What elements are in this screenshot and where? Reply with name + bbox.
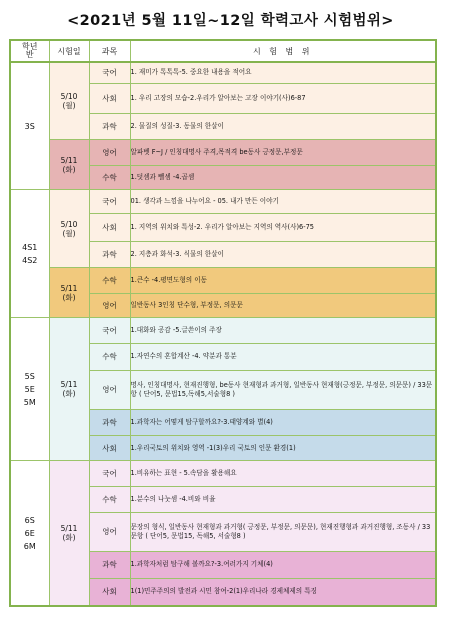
header-date: 시험일	[49, 40, 89, 62]
grade-cell: 3S	[10, 62, 49, 190]
table-row	[10, 461, 436, 487]
subject-cell: 과학	[89, 551, 130, 578]
range-cell: 1.대화와 공감 -5.글쓴이의 주장	[130, 318, 436, 344]
range-cell: 1.큰수 -4.평면도형의 이동	[130, 268, 436, 294]
table-row	[10, 140, 436, 166]
header-range: 시 험 범 위	[130, 40, 436, 62]
exam-range-table	[9, 39, 437, 607]
range-cell: 1.과학자는 어떻게 탐구할까요?-3.태양계와 별(4)	[130, 410, 436, 436]
subject-cell: 영어	[89, 293, 130, 318]
subject-cell: 국어	[89, 461, 130, 487]
grade-cell: 6S 6E 6M	[10, 461, 49, 606]
range-cell: 1.과학자처럼 탐구해 볼까요?-3.여러가지 기체(4)	[130, 551, 436, 578]
subject-cell: 과학	[89, 410, 130, 436]
date-cell: 5/11 (화)	[49, 268, 89, 318]
grade-cell: 4S1 4S2	[10, 190, 49, 318]
subject-cell: 영어	[89, 140, 130, 166]
date-cell: 5/11 (화)	[49, 140, 89, 190]
grade-cell: 5S 5E 5M	[10, 318, 49, 461]
subject-cell: 사회	[89, 435, 130, 461]
header-row	[10, 40, 436, 62]
range-cell: 문장의 형식, 일반동사 현재형과 과거형( 긍정문, 부정문, 의문문), 현재진행형과 과거진행형, 조동사 / 33문항 ( 단어5, 문법15, 독해5, 서술형8 )	[130, 512, 436, 551]
subject-cell: 과학	[89, 113, 130, 140]
subject-cell: 영어	[89, 370, 130, 409]
subject-cell: 국어	[89, 318, 130, 344]
range-cell: 1.자연수의 혼합계산 -4. 약분과 통분	[130, 344, 436, 371]
subject-cell: 국어	[89, 62, 130, 83]
table-row	[10, 318, 436, 344]
range-cell: 1.비유하는 표현 - 5.속담을 활용해요	[130, 461, 436, 487]
range-cell: 1.덧셈과 뺄셈 -4.곱셈	[130, 165, 436, 190]
range-cell: 1. 우리 고장의 모습-2.우리가 알아보는 고장 이야기(사)6-87	[130, 83, 436, 113]
header-grade: 학년 반	[10, 40, 49, 62]
subject-cell: 수학	[89, 268, 130, 294]
table-row	[10, 62, 436, 83]
range-cell: 01. 생각과 느낌을 나누어요 - 05. 내가 만든 이야기	[130, 190, 436, 213]
range-cell: 1.우리국토의 위치와 영역 -1(3)우리 국토의 인문 환경(1)	[130, 435, 436, 461]
range-cell: 일반동사 3인칭 단수형, 부정문, 의문문	[130, 293, 436, 318]
subject-cell: 영어	[89, 512, 130, 551]
date-cell: 5/11 (화)	[49, 318, 89, 461]
date-cell: 5/11 (화)	[49, 461, 89, 606]
range-cell: 알파벳 F~J / 인칭대명사 주격,목적격 be동사 긍정문,부정문	[130, 140, 436, 166]
subject-cell: 과학	[89, 241, 130, 268]
page-title: <2021년 5월 11일~12일 학력고사 시험범위>	[67, 13, 394, 29]
date-cell: 5/10 (월)	[49, 62, 89, 140]
subject-cell: 사회	[89, 83, 130, 113]
subject-cell: 사회	[89, 213, 130, 241]
range-cell: 1.분수의 나눗셈 -4.비와 비율	[130, 486, 436, 512]
table-row	[10, 268, 436, 294]
range-cell: 2. 지층과 화석-3. 식물의 한살이	[130, 241, 436, 268]
range-cell: 1(1)민주주의의 발전과 시민 참여-2(1)우리나라 경제체제의 특징	[130, 578, 436, 606]
range-cell: 1. 지역의 위치와 특성-2. 우리가 알아보는 지역의 역사(사)6-75	[130, 213, 436, 241]
range-cell: 명사, 인칭대명사, 현재진행형, be동사 현재형과 과거형, 일반동사 현재형(긍정문, 부정문, 의문문) / 33문항 ( 단어5, 문법15,독해5,서술형8 )	[130, 370, 436, 409]
subject-cell: 수학	[89, 486, 130, 512]
subject-cell: 사회	[89, 578, 130, 606]
header-subject: 과목	[89, 40, 130, 62]
range-cell: 2. 물질의 성질-3. 동물의 한살이	[130, 113, 436, 140]
subject-cell: 수학	[89, 165, 130, 190]
table-row	[10, 190, 436, 213]
range-cell: 1. 재미가 톡톡톡-5. 중요한 내용을 적어요	[130, 62, 436, 83]
subject-cell: 수학	[89, 344, 130, 371]
subject-cell: 국어	[89, 190, 130, 213]
date-cell: 5/10 (월)	[49, 190, 89, 268]
